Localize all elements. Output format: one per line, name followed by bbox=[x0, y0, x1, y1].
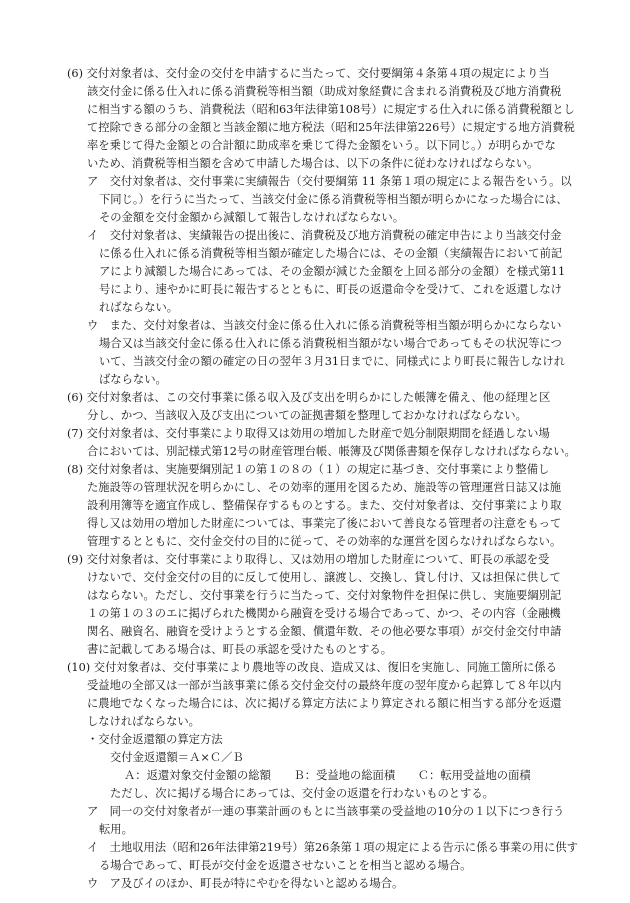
text-line: ウ ア及びイのほか、町長が特にやむを得ないと認める場合。 bbox=[87, 877, 404, 890]
text-line: 場合又は当該交付金に係る仕入れに係る消費税相当額がない場合であってもその状況等につ bbox=[99, 337, 562, 350]
text-line: いため、消費税等相当額を含めて申請した場合は、以下の条件に従わなければならない。 bbox=[87, 157, 539, 170]
text-line: (10) 交付対象者は、交付事業により農地等の改良、造成又は、復旧を実施し、同施工箇所に係る bbox=[67, 661, 557, 674]
text-line: 下同じ。）を行うに当たって、当該交付金に係る消費税等相当額が明らかになった場合には、 bbox=[99, 193, 568, 206]
text-line: イ 土地収用法（昭和26年法律第219号）第26条第１項の規定による告示に係る事業の用に供す bbox=[87, 841, 578, 854]
text-line: しなければならない。 bbox=[87, 715, 200, 728]
text-line: た施設等の管理状況を明らかにし、その効率的運用を図るため、施設等の管理運営日誌又は施 bbox=[87, 481, 562, 494]
text-line: 書に記載してある場合は、町長の承認を受けたものとする。 bbox=[87, 643, 393, 656]
text-line: ・交付金返還額の算定方法 bbox=[87, 733, 223, 746]
text-line: (9) 交付対象者は、交付事業により取得し、又は効用の増加した財産について、町長の承認を受 bbox=[67, 553, 550, 566]
text-line: １の第１の３のエに掲げられた機関から融資を受ける場合であって、かつ、その内容（金融機 bbox=[87, 607, 561, 620]
text-line: 転用。 bbox=[99, 823, 133, 836]
text-line: る場合であって、町長が交付金を返還させないことを相当と認める場合。 bbox=[99, 859, 472, 872]
text-line: (8) 交付対象者は、実施要綱別記１の第１の８の（１）の規定に基づき、交付事業により整備し bbox=[67, 463, 550, 476]
text-line: て控除できる部分の金額と当該金額に地方税法（昭和25年法律第226号）に規定する地方消費税 bbox=[87, 121, 575, 134]
text-line: はならない。ただし、交付事業を行うに当たって、交付対象物件を担保に供し、実施要綱別記 bbox=[87, 589, 562, 602]
text-line: ア 同一の交付対象者が一連の事業計画のもとに当該事業の受益地の10分の１以下につき行う bbox=[87, 805, 565, 818]
text-line: (6) 交付対象者は、この交付事業に係る収入及び支出を明らかにした帳簿を備え、他の経理と区 bbox=[67, 391, 551, 404]
text-line: ア 交付対象者は、交付事業に実績報告（交付要綱第 11 条第１項の規定による報告をいう。以 bbox=[87, 175, 572, 188]
text-line: イ 交付対象者は、実績報告の提出後に、消費税及び地方消費税の確定申告により当該交付金 bbox=[87, 229, 562, 242]
text-line: ウ また、交付対象者は、当該交付金に係る仕入れに係る消費税等相当額が明らかにならない bbox=[87, 319, 562, 332]
text-line: 受益地の全部又は一部が当該事業に係る交付金交付の最終年度の翌年度から起算して８年以内 bbox=[87, 679, 562, 692]
text-line: ばならない。 bbox=[99, 373, 167, 386]
text-line: ればならない。 bbox=[99, 301, 179, 314]
text-line: 分し、かつ、当該収入及び支出についての証拠書類を整理しておかなければならない。 bbox=[87, 409, 527, 422]
text-line: けないで、交付金交付の目的に反して使用し、譲渡し、交換し、貸し付け、又は担保に供して bbox=[87, 571, 561, 584]
text-line: 合においては、別記様式第12号の財産管理台帳、帳簿及び関係書類を保存しなければならない。 bbox=[87, 445, 576, 458]
text-line: に相当する額のうち、消費税法（昭和63年法律第108号）に規定する仕入れに係る消費税額とし bbox=[87, 103, 575, 116]
text-line: ただし、次に掲げる場合にあっては、交付金の返還を行わないものとする。 bbox=[110, 787, 494, 800]
text-line: に農地でなくなった場合には、次に掲げる算定方法により算定される額に相当する部分を返還 bbox=[87, 697, 562, 710]
text-line: 関名、融資名、融資を受けようとする金額、償還年数、その他必要な事項）が交付金交付申請 bbox=[87, 625, 562, 638]
text-line: (6) 交付対象者は、交付金の交付を申請するに当たって、交付要綱第４条第４項の規定により当 bbox=[67, 67, 550, 80]
text-line: いて、当該交付金の額の確定の日の翌年３月31日までに、同様式により町長に報告しなけれ bbox=[99, 355, 566, 368]
text-line: 率を乗じて得た金額との合計額に助成率を乗じて得た金額をいう。以下同じ。）が明らかでな bbox=[87, 139, 556, 152]
text-line: 号により、速やかに町長に報告するとともに、町長の返還命令を受けて、これを返還しなけ bbox=[99, 283, 562, 296]
text-line: アにより減額した場合にあっては、その金額が減じた金額を上回る部分の金額）を様式第11 bbox=[99, 265, 566, 278]
text-line: 交付金返還額＝Ａ×Ｃ／Ｂ bbox=[110, 751, 244, 764]
text-line: 得し又は効用の増加した財産については、事業完了後において善良なる管理者の注意をもって bbox=[87, 517, 562, 530]
text-line: 設利用簿等を適宜作成し、整備保存するものとする。また、交付対象者は、交付事業により取 bbox=[87, 499, 562, 512]
text-line: 管理するとともに、交付金交付の目的に従って、その効率的な運営を図らなければならない。 bbox=[87, 535, 562, 548]
text-line: (7) 交付対象者は、交付事業により取得又は効用の増加した財産で処分制限期間を経過しない場 bbox=[67, 427, 550, 440]
text-line: に係る仕入れに係る消費税等相当額が確定した場合には、その金額（実績報告において前記 bbox=[99, 247, 563, 260]
text-line: Ａ：返還対象交付金額の総額 Ｂ：受益地の総面積 Ｃ：転用受益地の面積 bbox=[124, 769, 531, 782]
text-line: 該交付金に係る仕入れに係る消費税等相当額（助成対象経費に含まれる消費税及び地方消費税 bbox=[87, 85, 562, 98]
text-line: その金額を交付金額から減額して報告しなければならない。 bbox=[99, 211, 405, 224]
